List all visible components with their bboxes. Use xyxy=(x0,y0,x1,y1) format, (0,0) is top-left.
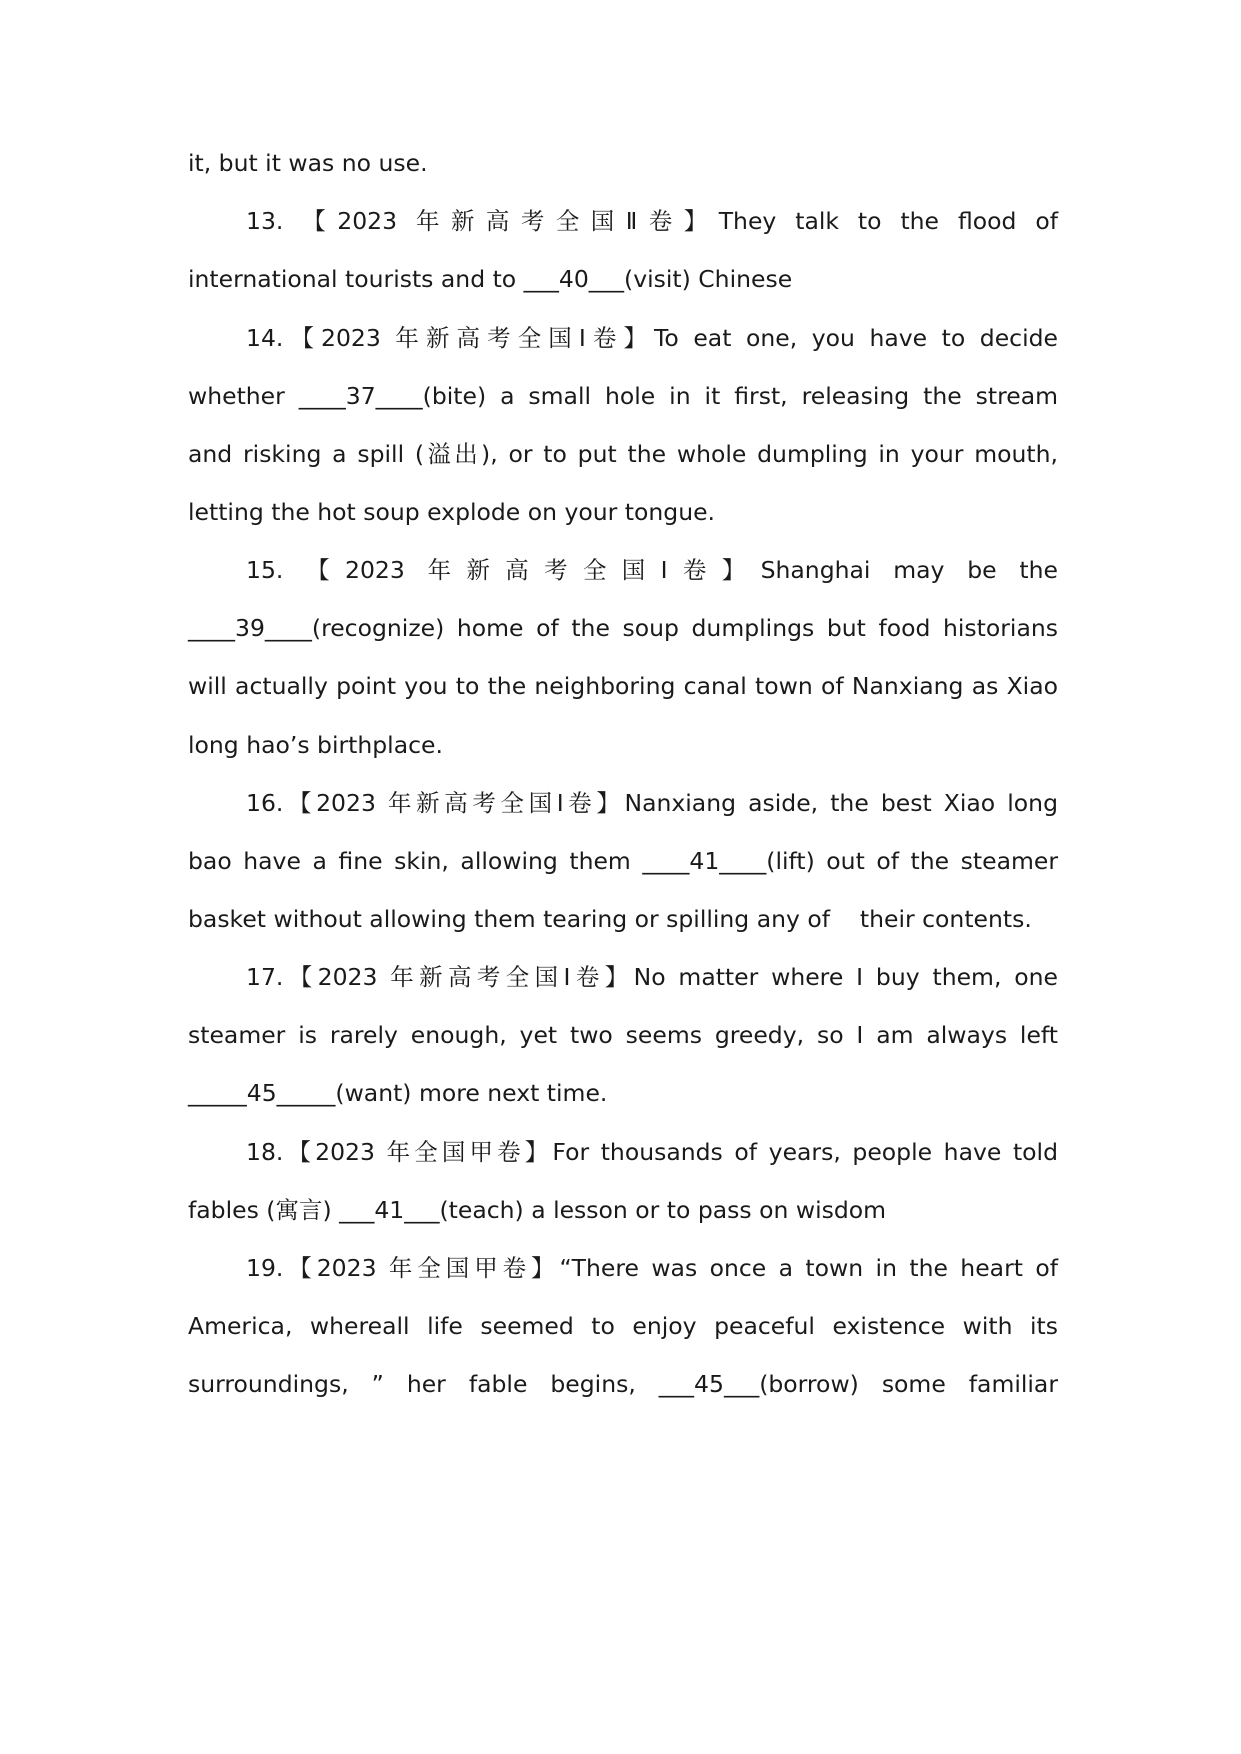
text-line: America, whereall life seemed to enjoy peaceful existence with its xyxy=(188,1312,1058,1340)
question-13-line: 13. 【2023 年新高考全国Ⅱ卷】They talk to the flood of xyxy=(246,207,1058,235)
text-line: basket without allowing them tearing or spilling any of their contents. xyxy=(188,905,1032,933)
text-line: ____39____(recognize) home of the soup dumplings but food historians xyxy=(188,614,1058,642)
text-line: fables (寓言) ___41___(teach) a lesson or to pass on wisdom xyxy=(188,1196,887,1224)
text-line: bao have a fine skin, allowing them ____41____(lift) out of the steamer xyxy=(188,847,1058,875)
text-line: surroundings, ” her fable begins, ___45___(borrow) some familiar xyxy=(188,1370,1058,1398)
question-19-line: 19.【2023 年全国甲卷】“There was once a town in the heart of xyxy=(246,1254,1058,1282)
text-line: and risking a spill (溢出), or to put the whole dumpling in your mouth, xyxy=(188,440,1058,468)
question-17-line: 17.【2023 年新高考全国Ⅰ卷】No matter where I buy them, one xyxy=(246,963,1058,991)
text-line: it, but it was no use. xyxy=(188,149,428,177)
question-14-line: 14.【2023 年新高考全国Ⅰ卷】To eat one, you have to decide xyxy=(246,324,1058,352)
text-line: letting the hot soup explode on your tongue. xyxy=(188,498,716,526)
question-18-line: 18.【2023 年全国甲卷】For thousands of years, people have told xyxy=(246,1138,1058,1166)
text-line: international tourists and to ___40___(visit) Chinese xyxy=(188,265,793,293)
text-line: steamer is rarely enough, yet two seems greedy, so I am always left xyxy=(188,1021,1058,1049)
text-line: whether ____37____(bite) a small hole in it first, releasing the stream xyxy=(188,382,1058,410)
text-line: _____45_____(want) more next time. xyxy=(188,1079,608,1107)
question-16-line: 16.【2023 年新高考全国Ⅰ卷】Nanxiang aside, the best Xiao long xyxy=(246,789,1058,817)
text-line: will actually point you to the neighboring canal town of Nanxiang as Xiao xyxy=(188,672,1058,700)
text-line: long hao’s birthplace. xyxy=(188,731,443,759)
question-15-line: 15. 【2023 年新高考全国Ⅰ卷】Shanghai may be the xyxy=(246,556,1058,584)
